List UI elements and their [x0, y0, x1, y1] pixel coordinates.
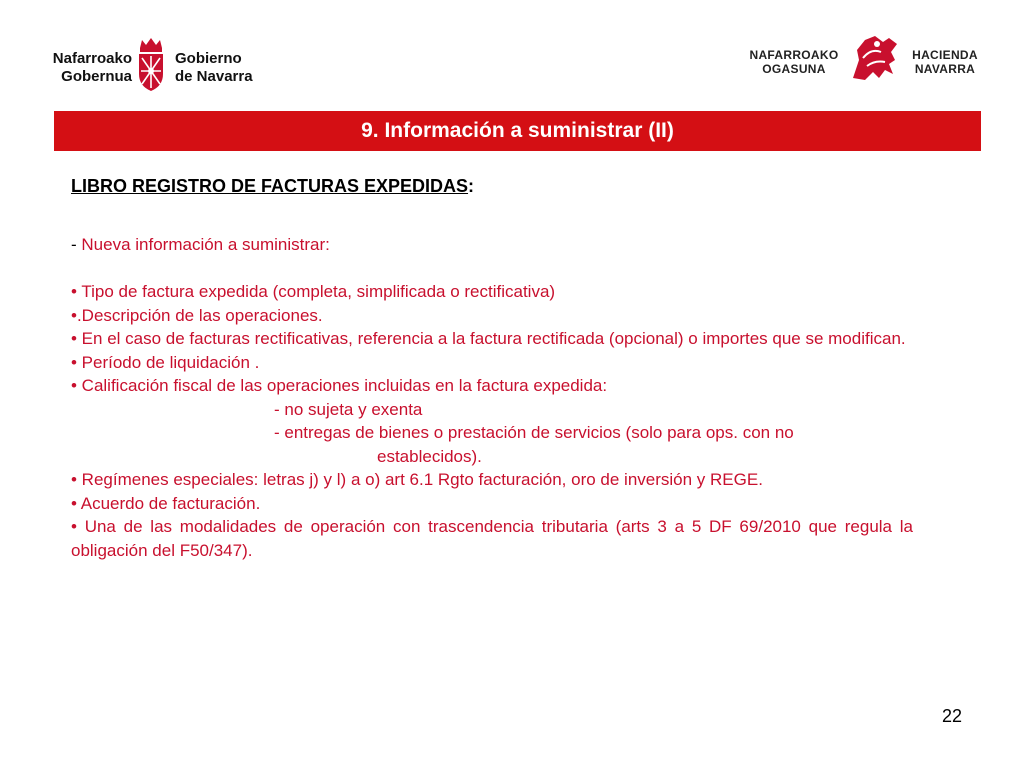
logo-right-basque-line2: OGASUNA [762, 62, 826, 76]
navarra-shield-icon [136, 36, 166, 94]
hacienda-navarra-logo [745, 30, 985, 90]
list-item [71, 468, 913, 492]
logo-right-spanish-line2: NAVARRA [914, 62, 976, 76]
list-item [71, 351, 913, 375]
logo-right-basque-line1: NAFARROAKO [749, 48, 839, 62]
intro-dash: - [71, 235, 77, 254]
list-item-text: Período de liquidación . [76, 352, 260, 372]
bullet-icon: • [71, 376, 77, 395]
section-heading-suffix: : [468, 176, 475, 196]
slide-title: 9. Información a suministrar (II) [361, 119, 674, 142]
list-item-text: Acuerdo de facturación. [76, 493, 261, 513]
logo-left-spanish-text [175, 50, 253, 86]
logo-left-basque-text [42, 50, 132, 86]
sub-item-continuation: establecidos). [377, 446, 482, 466]
hacienda-emblem-icon [845, 30, 905, 85]
list-item [71, 304, 913, 328]
bullet-icon: • [71, 352, 77, 372]
logo-right-basque-text [745, 48, 843, 76]
list-item-text: Una de las modalidades de operación con trascendencia tributaria (arts 3 a 5 DF 69/2010 que regula la obligación del F50/347). [71, 517, 913, 560]
intro-line [71, 233, 913, 257]
slide-title-bar [54, 111, 981, 151]
logo-left-spanish-line1: Gobierno [175, 50, 242, 67]
list-item-text: En el caso de facturas rectificativas, referencia a la factura rectificada (opcional) o importes que se modifican. [76, 329, 906, 348]
list-item [71, 374, 913, 398]
bullet-icon: • [71, 470, 77, 489]
intro-text: Nueva información a suministrar: [76, 235, 330, 254]
list-item [71, 515, 913, 562]
page-number: 22 [941, 706, 962, 726]
section-heading-text: LIBRO REGISTRO DE FACTURAS EXPEDIDAS [71, 176, 469, 196]
spacer [71, 257, 913, 281]
list-item-text: Regímenes especiales: letras j) y l) a o) art 6.1 Rgto facturación, oro de inversión y REGE. [76, 470, 763, 489]
list-item [71, 280, 913, 304]
list-item-text: Calificación fiscal de las operaciones incluidas en la factura expedida: [76, 376, 608, 395]
sub-item: - no sujeta y exenta [274, 399, 423, 419]
bullet-icon: • [71, 493, 77, 513]
list-item [71, 492, 913, 516]
list-item-text: .Descripción de las operaciones. [76, 305, 323, 325]
bullet-icon: • [71, 329, 77, 348]
logo-right-spanish-text [905, 48, 985, 76]
logo-left-spanish-line2: de Navarra [175, 68, 253, 85]
logo-left-basque-line1: Nafarroako [52, 50, 132, 67]
bullet-icon: • [71, 305, 77, 325]
bullet-icon: • [71, 282, 77, 301]
section-heading [71, 176, 474, 197]
list-item [71, 327, 913, 351]
list-item-text: Tipo de factura expedida (completa, simplificada o rectificativa) [76, 282, 556, 301]
slide-body [71, 233, 913, 562]
gobierno-navarra-logo [40, 36, 270, 96]
sub-item: - entregas de bienes o prestación de servicios (solo para ops. con no [274, 423, 794, 442]
logo-right-spanish-line1: HACIENDA [912, 48, 978, 62]
bullet-icon: • [71, 517, 77, 536]
logo-left-basque-line2: Gobernua [61, 68, 132, 85]
